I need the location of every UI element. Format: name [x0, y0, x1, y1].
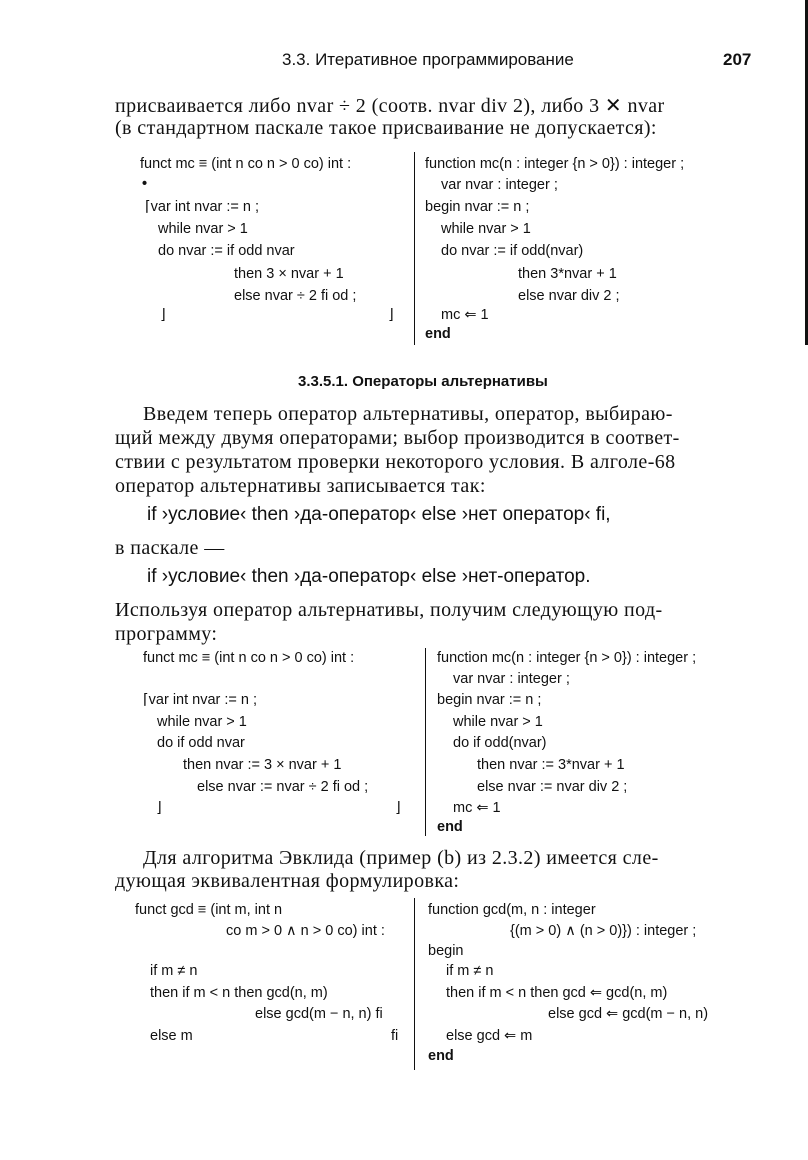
code-line: ⌋: [156, 800, 162, 816]
algol-form: if ›условие‹ then ›да-оператор‹ else ›нет оператор‹ fi,: [147, 504, 611, 525]
code-line: else nvar := nvar div 2 ;: [477, 779, 628, 795]
code-line: mc ⇐ 1: [441, 307, 489, 323]
code-line: while nvar > 1: [441, 221, 531, 237]
code-line: do nvar := if odd(nvar): [441, 243, 584, 259]
para1-line-4: оператор альтернативы записывается так:: [115, 475, 486, 497]
code-line: begin nvar := n ;: [425, 199, 530, 215]
code-line: end: [425, 326, 451, 342]
code-line: then 3*nvar + 1: [518, 266, 617, 282]
code-line: do nvar := if odd nvar: [158, 243, 295, 259]
code-line: ⌋: [395, 800, 401, 816]
code-line: do if odd nvar: [157, 735, 245, 751]
code-line: begin: [428, 943, 464, 959]
para2-line-2: программу:: [115, 623, 218, 645]
code-line: ⌈var int nvar := n ;: [145, 199, 260, 215]
code-line: •: [142, 176, 148, 192]
code-line: else nvar ÷ 2 fi od ;: [234, 288, 357, 304]
code-line: do if odd(nvar): [453, 735, 547, 751]
code-line: while nvar > 1: [453, 714, 543, 730]
code-line: mc ⇐ 1: [453, 800, 501, 816]
code-line: function mc(n : integer {n > 0}) : integer ;: [425, 156, 685, 172]
code-line: then if m < n then gcd ⇐ gcd(n, m): [446, 985, 668, 1001]
code-line: var nvar : integer ;: [441, 177, 558, 193]
column-divider: [414, 898, 415, 1070]
column-divider: [425, 648, 426, 836]
section-heading: 3.3.5.1. Операторы альтернативы: [298, 373, 548, 390]
code-line: ⌋: [160, 307, 166, 323]
code-line: begin nvar := n ;: [437, 692, 542, 708]
code-line: else nvar := nvar ÷ 2 fi od ;: [197, 779, 369, 795]
pascal-intro: в паскале —: [115, 537, 225, 559]
para1-line-2: щий между двумя операторами; выбор производится в соответ-: [115, 427, 680, 449]
code-line: else gcd ⇐ gcd(m − n, n): [548, 1006, 709, 1022]
code-line: else nvar div 2 ;: [518, 288, 620, 304]
code-line: end: [428, 1048, 454, 1064]
code-line: then nvar := 3 × nvar + 1: [183, 757, 342, 773]
code-line: co m > 0 ∧ n > 0 co) int :: [226, 923, 385, 939]
code-line: {(m > 0) ∧ (n > 0)}) : integer ;: [510, 923, 697, 939]
intro-line-2: (в стандартном паскале такое присваивание не допускается):: [115, 117, 657, 139]
code-line: then if m < n then gcd(n, m): [150, 985, 328, 1001]
code-line: ⌈var int nvar := n ;: [143, 692, 258, 708]
running-header: 3.3. Итеративное программирование: [282, 50, 574, 69]
para1-line-1: Введем теперь оператор альтернативы, оператор, выбираю-: [143, 403, 673, 425]
para2-line-1: Используя оператор альтернативы, получим следующую под-: [115, 599, 663, 621]
code-line: var nvar : integer ;: [453, 671, 570, 687]
code-line: while nvar > 1: [158, 221, 248, 237]
code-line: then 3 × nvar + 1: [234, 266, 344, 282]
pascal-form: if ›условие‹ then ›да-оператор‹ else ›нет-оператор.: [147, 566, 591, 587]
page-number: 207: [723, 50, 752, 69]
para3-line-2: дующая эквивалентная формулировка:: [115, 870, 460, 892]
code-line: else gcd ⇐ m: [446, 1028, 533, 1044]
code-line: funct mc ≡ (int n co n > 0 co) int :: [143, 650, 355, 666]
code-line: if m ≠ n: [150, 963, 198, 979]
code-line: function gcd(m, n : integer: [428, 902, 596, 918]
column-divider: [414, 152, 415, 345]
intro-line-1: присваивается либо nvar ÷ 2 (соотв. nvar div 2), либо 3 ✕ nvar: [115, 95, 665, 117]
code-line: funct mc ≡ (int n co n > 0 co) int :: [140, 156, 352, 172]
code-line: if m ≠ n: [446, 963, 494, 979]
code-line: else m: [150, 1028, 193, 1044]
code-line: fi: [391, 1028, 399, 1044]
code-line: function mc(n : integer {n > 0}) : integer ;: [437, 650, 697, 666]
code-line: while nvar > 1: [157, 714, 247, 730]
para1-line-3: ствии с результатом проверки некоторого условия. В алголе-68: [115, 451, 676, 473]
code-line: else gcd(m − n, n) fi: [255, 1006, 383, 1022]
code-line: then nvar := 3*nvar + 1: [477, 757, 625, 773]
code-line: funct gcd ≡ (int m, int n: [135, 902, 283, 918]
code-line: end: [437, 819, 463, 835]
code-line: ⌋: [388, 307, 394, 323]
para3-line-1: Для алгоритма Эвклида (пример (b) из 2.3.2) имеется сле-: [143, 847, 659, 869]
